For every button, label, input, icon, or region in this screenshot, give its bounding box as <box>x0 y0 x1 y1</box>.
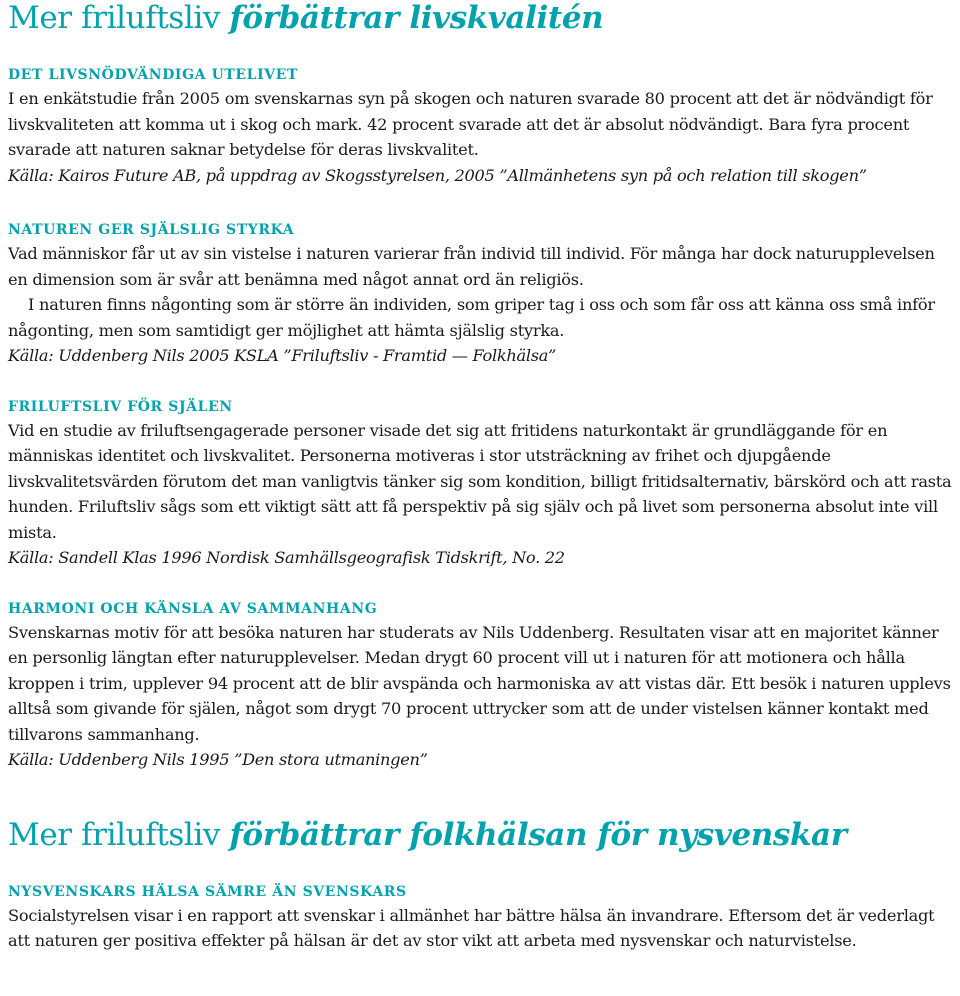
section-livsnodvandiga-utelivet <box>8 64 956 188</box>
source-citation: Källa: Kairos Future AB, på uppdrag av Skogsstyrelsen, 2005 ”Allmänhetens syn på och relation till skogen” <box>8 165 867 185</box>
title-plain: Mer friluftsliv <box>8 816 230 853</box>
source-citation: Källa: Uddenberg Nils 2005 KSLA ”Friluftsliv - Framtid — Folkhälsa” <box>8 346 557 365</box>
paragraph: Socialstyrelsen visar i en rapport att svenskar i allmänhet har bättre hälsa än invandrare. Eftersom det är vederlagt att naturen ger positiva effekter på hälsan är det av stor vikt att arbeta med nysvenskar och naturvistelse. <box>8 905 935 950</box>
title-emphasis: förbättrar livskvalitén <box>229 0 604 36</box>
paragraph: Vid en studie av friluftsengagerade personer visade det sig att fritidens naturkontakt är grundläggande för en människas identitet och livskvalitet. Personerna motiveras i stor utsträckning av frihet och djupgående livskvalitetsvärden förutom det man vanligtvis tänker sig som kondition, billigt fritidsalternativ, bärskörd och att rasta hunden. Friluftsliv sågs som ett viktigt sätt att få perspektiv på sig själv och på livet som personerna absolut inte vill mista. <box>8 420 952 542</box>
section-harmoni-och-kansla <box>8 598 956 773</box>
section-heading: DET LIVSNÖDVÄNDIGA UTELIVET <box>8 67 299 83</box>
section-heading: FRILUFTSLIV FÖR SJÄLEN <box>8 398 233 415</box>
title-plain: Mer friluftsliv <box>8 0 230 36</box>
section-heading: NATUREN GER SJÄLSLIG STYRKA <box>8 222 295 238</box>
paragraph: I naturen finns någonting som är större än individen, som griper tag i oss och som får oss att känna oss små inför någonting, men som samtidigt ger möjlighet att hämta själslig styrka. <box>8 295 935 340</box>
title-emphasis: förbättrar folkhälsan för nysvenskar <box>229 816 847 853</box>
section-heading: HARMONI OCH KÄNSLA AV SAMMANHANG <box>8 600 378 617</box>
section-friluftsliv-for-sjalen <box>8 396 956 571</box>
paragraph: Vad människor får ut av sin vistelse i naturen varierar från individ till individ. För många har dock naturupplevelsen en dimension som är svår att benämna med något annat ord än religiös. <box>8 244 935 289</box>
section-heading: NYSVENSKARS HÄLSA SÄMRE ÄN SVENSKARS <box>8 883 407 900</box>
paragraph: Svenskarnas motiv för att besöka naturen har studerats av Nils Uddenberg. Resultaten visar att en majoritet känner en personlig längtan efter naturupplevelser. Medan drygt 60 procent vill ut i naturen för att motionera och hålla kroppen i trim, upplever 94 procent att de blir avspända och harmoniska av att vistas där. Ett besök i naturen upplevs alltså som givande för själen, något som drygt 70 procent uttrycker som att de under vistelsen känner kontakt med tillvarons sammanhang. <box>8 622 951 744</box>
page-title-secondary <box>8 817 956 853</box>
source-citation: Källa: Uddenberg Nils 1995 ”Den stora utmaningen” <box>8 750 428 769</box>
section-nysvenskars-halsa <box>8 881 956 954</box>
paragraph: I en enkätstudie från 2005 om svenskarnas syn på skogen och naturen svarade 80 procent att det är nödvändigt för livskvaliteten att komma ut i skog och mark. 42 procent svarade att det är absolut nödvändigt. Bara fyra procent svarade att naturen saknar betydelse för deras livskvalitet. <box>8 89 933 159</box>
document-page <box>8 0 956 954</box>
page-title <box>8 0 956 36</box>
source-citation: Källa: Sandell Klas 1996 Nordisk Samhällsgeografisk Tidskrift, No. 22 <box>8 548 565 567</box>
section-naturen-ger-sjalslig-styrka <box>8 219 956 369</box>
